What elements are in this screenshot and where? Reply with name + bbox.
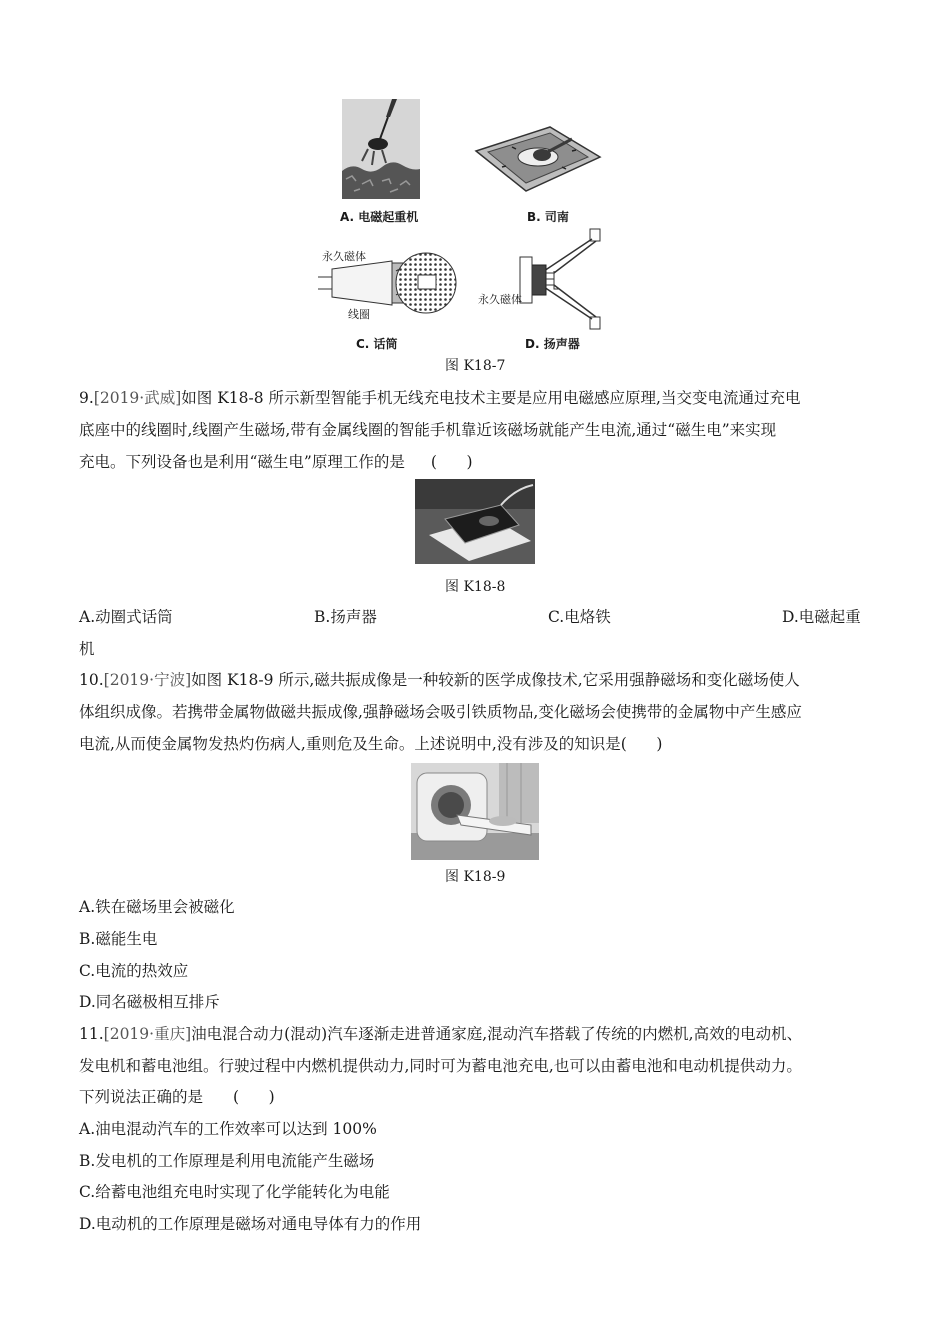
mri-photo — [411, 763, 539, 860]
q11-line-2: 发电机和蓄电池组。行驶过程中内燃机提供动力,同时可为蓄电池充电,也可以由蓄电池和电动机提供动力。 — [79, 1057, 802, 1075]
q10-line-3 — [79, 734, 662, 754]
figure-k18-7 — [300, 95, 620, 385]
q11-line-1 — [79, 1024, 802, 1044]
q9-option-c: C.电烙铁 — [548, 608, 611, 626]
q10-option-c: C.电流的热效应 — [79, 962, 189, 980]
q11-number: 11. — [79, 1025, 104, 1043]
sub-label-c: C. 话筒 — [356, 337, 398, 351]
label-coil: 线圈 — [348, 308, 370, 321]
q11-option-b: B.发电机的工作原理是利用电流能产生磁场 — [79, 1152, 375, 1170]
q11-option-c: C.给蓄电池组充电时实现了化学能转化为电能 — [79, 1183, 390, 1201]
sinan-photo — [472, 117, 602, 195]
q9-line-1 — [79, 388, 800, 408]
q11-option-d: D.电动机的工作原理是磁场对通电导体有力的作用 — [79, 1215, 422, 1233]
q9-text-3: 充电。下列设备也是利用“磁生电”原理工作的是 — [79, 453, 405, 471]
q10-option-b: B.磁能生电 — [79, 930, 158, 948]
figure-caption: 图 K18-8 — [445, 579, 506, 595]
sub-label-d: D. 扬声器 — [525, 337, 580, 351]
answer-bracket: ( ) — [233, 1088, 275, 1106]
q9-text-1: 如图 K18-8 所示新型智能手机无线充电技术主要是应用电磁感应原理,当交变电流通过充电 — [181, 389, 801, 407]
q10-option-a: A.铁在磁场里会被磁化 — [79, 898, 235, 916]
q10-option-d: D.同名磁极相互排斥 — [79, 993, 220, 1011]
q9-number: 9. — [79, 389, 94, 407]
q9-source: [2019·武威] — [93, 389, 182, 407]
q10-number: 10. — [79, 671, 104, 689]
q10-line-1 — [79, 670, 800, 690]
answer-bracket: ( ) — [430, 453, 473, 471]
q9-option-b: B.扬声器 — [314, 608, 377, 626]
sub-label-a: A. 电磁起重机 — [340, 210, 419, 224]
figure-caption: 图 K18-9 — [445, 869, 506, 885]
q11-text-1: 油电混合动力(混动)汽车逐渐走进普通家庭,混动汽车搭载了传统的内燃机,高效的电动机、 — [191, 1025, 803, 1043]
q9-option-d: D.电磁起重 — [782, 608, 861, 626]
answer-bracket: ( ) — [620, 735, 663, 753]
q11-line-3 — [79, 1087, 275, 1107]
speaker-diagram — [514, 227, 604, 333]
crane-photo — [342, 99, 420, 199]
figure-caption: 图 K18-7 — [445, 358, 506, 374]
wireless-charging-photo — [415, 479, 535, 564]
q9-option-a: A.动圈式话筒 — [79, 608, 173, 626]
sub-label-b: B. 司南 — [527, 210, 569, 224]
q10-source: [2019·宁波] — [103, 671, 192, 689]
q11-option-a: A.油电混动汽车的工作效率可以达到 100% — [79, 1120, 377, 1138]
q11-text-3: 下列说法正确的是 — [79, 1088, 204, 1106]
label-permanent-magnet-d: 永久磁体 — [478, 293, 522, 306]
q9-line-3 — [79, 452, 473, 472]
q10-line-2: 体组织成像。若携带金属物做磁共振成像,强静磁场会吸引铁质物品,变化磁场会使携带的金属物中产生感应 — [79, 703, 802, 721]
q10-text-3: 电流,从而使金属物发热灼伤病人,重则危及生命。上述说明中,没有涉及的知识是 — [79, 735, 621, 753]
label-permanent-magnet-c: 永久磁体 — [322, 250, 366, 263]
q10-text-1: 如图 K18-9 所示,磁共振成像是一种较新的医学成像技术,它采用强静磁场和变化磁场使人 — [191, 671, 800, 689]
q9-line-2: 底座中的线圈时,线圈产生磁场,带有金属线圈的智能手机靠近该磁场就能产生电流,通过“磁生电”来实现 — [79, 421, 777, 439]
q9-option-d-wrap: 机 — [79, 640, 95, 658]
q11-source: [2019·重庆] — [103, 1025, 192, 1043]
